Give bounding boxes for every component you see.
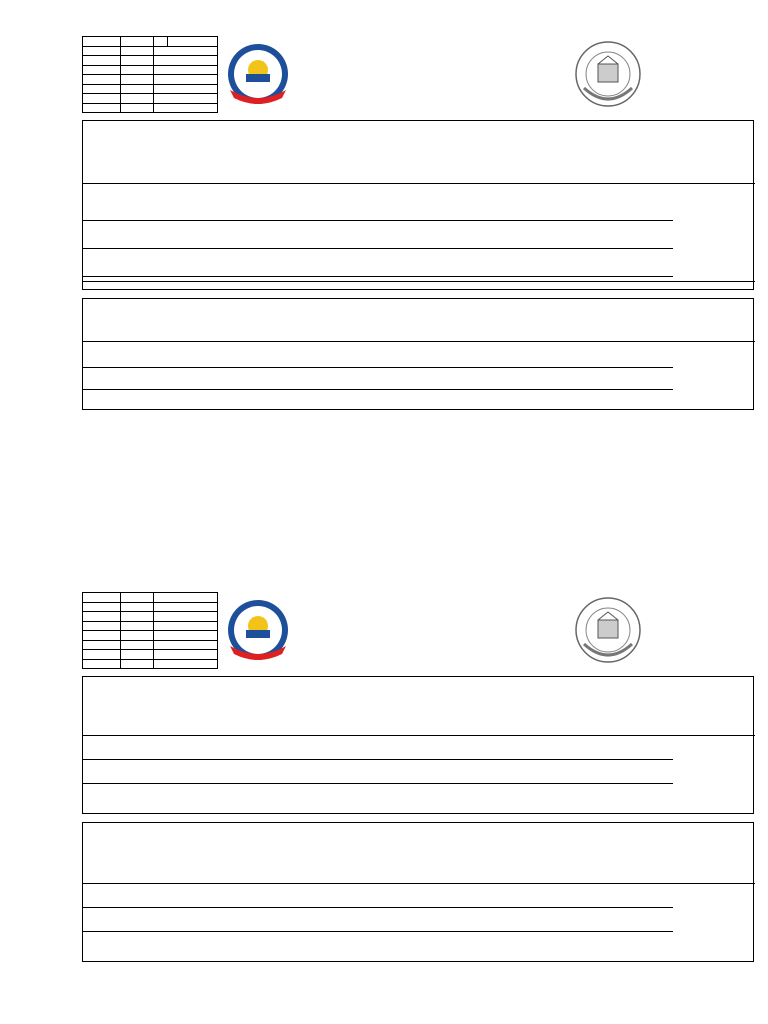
summary-value bbox=[83, 659, 121, 669]
student-block bbox=[82, 120, 754, 290]
summary-value bbox=[83, 65, 121, 75]
summary-label bbox=[154, 65, 218, 75]
summary-value bbox=[83, 103, 121, 113]
summary-value bbox=[83, 640, 121, 650]
summary-value bbox=[83, 46, 121, 56]
summary-value bbox=[83, 84, 121, 94]
summary-table-body bbox=[82, 592, 218, 669]
summary-annual-head bbox=[83, 593, 121, 603]
report-page-2 bbox=[82, 592, 754, 1018]
summary-table-body bbox=[82, 36, 218, 113]
summary-label bbox=[154, 103, 218, 113]
summary-value bbox=[83, 621, 121, 631]
summary-label bbox=[154, 46, 218, 56]
summary-label bbox=[154, 75, 218, 85]
report-page-1 bbox=[82, 36, 754, 456]
afghanistan-emblem bbox=[570, 594, 646, 666]
summary-label bbox=[154, 650, 218, 660]
summary-value bbox=[83, 94, 121, 104]
summary-value bbox=[83, 56, 121, 66]
summary-label bbox=[154, 621, 218, 631]
summary-value bbox=[83, 650, 121, 660]
summary-head bbox=[154, 37, 218, 47]
summary-label bbox=[154, 631, 218, 641]
summary-label bbox=[154, 56, 218, 66]
afghanistan-emblem bbox=[570, 38, 646, 110]
summary-head bbox=[154, 593, 218, 603]
student-block bbox=[82, 676, 754, 814]
summary-label bbox=[154, 640, 218, 650]
summary-mid-head bbox=[120, 593, 153, 603]
summary-value bbox=[83, 75, 121, 85]
summary-label bbox=[154, 659, 218, 669]
summary-value bbox=[83, 612, 121, 622]
student-block bbox=[82, 822, 754, 962]
summary-mid-head bbox=[120, 37, 153, 47]
summary-value bbox=[83, 602, 121, 612]
summary-annual-head bbox=[83, 37, 121, 47]
summary-label bbox=[154, 94, 218, 104]
summary-label bbox=[154, 602, 218, 612]
ministry-education-logo bbox=[222, 40, 294, 108]
summary-label bbox=[154, 84, 218, 94]
ministry-education-logo bbox=[222, 596, 294, 664]
summary-value bbox=[83, 631, 121, 641]
summary-label bbox=[154, 612, 218, 622]
student-block bbox=[82, 298, 754, 410]
